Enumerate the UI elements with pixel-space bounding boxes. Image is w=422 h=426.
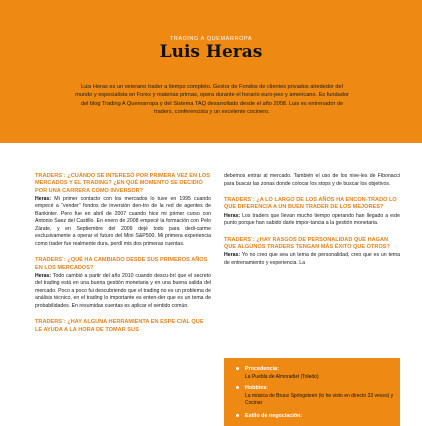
profile-value: La Puebla de Almoradiel (Toledo) (245, 373, 319, 380)
answer-5 (224, 252, 400, 267)
header-banner (0, 0, 422, 143)
intro-paragraph: Luis Heras es un veterano trader a tiempo completo. Gestor de Fondos de clientes privados alrededor del mundo y especialista en Forex y materias primas, opera durante el horario euro-peo y americano. Es fundador del blog Trading A Quemarropa y del Sistema TAQ desarrollado desde el año 2008. Luis es entrenador de traders, conferencista y un excelente cocinero. (75, 84, 349, 116)
profile-item-origin (236, 366, 396, 381)
page-title: Luis Heras (159, 42, 263, 62)
question-5: TRADERS´: ¿HAY RASGOS DE PERSONALIDAD QUE HAGAN QUE ALGUNOS TRADERS TENGAN MÁS ÉXITO QUE OTROS? (224, 236, 390, 250)
speaker: Heras: (224, 252, 241, 259)
question-4: TRADERS´: ¿A LO LARGO DE LOS AÑOS HA ENCON-TRADO LO QUE DIFERENCIA A UN BUEN TRADER DE LOS MEJORES? (224, 197, 397, 211)
answer-text: Todo cambió a partir del año 2010 cuando descu-brí que el secreto del trading está en una buena gestión monetaria y en una buena salida del mercado. Poco a poco fui descubriendo que el trading no es un problema de análisis técnico, en el trading lo importante es enten-der que es un tema de probabilidades. En resumidas cuentas es aplicar el sentido común. (35, 272, 211, 309)
profile-label: Estilo de negociación: (245, 413, 303, 419)
answer-1 (35, 196, 211, 249)
right-column (224, 173, 400, 276)
profile-item-hobbies (236, 385, 396, 408)
answer-text: Mi primer contacto con los mercados lo tuve en 1995 cuando empecé a “vender” fondos de inversión den-tro de la red de agentes de Bankinter. Pero fue en abril de 2007 cuando hice mi primer curso con Antonio Saez del Castillo. En enero de 2008 empecé la formación con Pelo Zárate, y en Septiembre del 2009 dejé todo para dedi-carme exclusivamente a operar el futuro del Mini S&P500. Mi primera experiencia como trader fue realmente dura, perdí mis dos primeras cuentas. (35, 195, 211, 247)
profile-label: Hobbies: (245, 385, 269, 391)
profile-value: La música de Bruce Springsteen (lo he visto en directo 33 veces) y Cocinar (245, 392, 394, 406)
kicker: TRADING A QUEMARROPA (169, 36, 253, 42)
speaker: Heras: (224, 212, 241, 219)
question-2: TRADERS´: ¿QUÉ HA CAMBIADO DESDE SUS PRIMEROS AÑOS EN LOS MERCADOS? (35, 257, 208, 271)
speaker: Heras: (35, 272, 52, 279)
answer-text: Yo no creo que sea un tema de personalidad, creo que es un tema de entrenamiento y experiencia. La (224, 252, 400, 266)
bullet-icon (236, 386, 239, 389)
answer-continued: debemos entrar al mercado. También el uso de los nive-les de Fibonacci para buscar las zonas donde colocar los stops y de buscar los objetivos. (224, 173, 400, 187)
profile-label: Procedencia: (245, 366, 279, 372)
left-column (35, 173, 211, 335)
profile-item-style (236, 413, 396, 421)
speaker: Heras: (35, 195, 52, 202)
answer-4 (224, 213, 400, 228)
answer-2 (35, 273, 211, 311)
question-3: TRADERS´: ¿HAY ALGUNA HERRAMIENTA EN ESPE-CIAL QUE LE AYUDA A LA HORA DE TOMAR SUS (35, 319, 204, 333)
profile-box (224, 358, 400, 426)
bullet-icon (236, 414, 239, 417)
question-1: TRADERS´: ¿CUÁNDO SE INTERESÓ POR PRIMERA VEZ EN LOS MERCADOS Y EL TRADING? ¿EN QUÉ MOMENTO SE DECIDIÓ POR UNA CARRERA COMO INVERSOR? (35, 173, 211, 194)
answer-text: Los traders que llevan mucho tiempo operando han llegado a este punto porque han sabido darle impor-tancia a la gestión monetaria. (224, 212, 400, 227)
bullet-icon (236, 367, 239, 370)
